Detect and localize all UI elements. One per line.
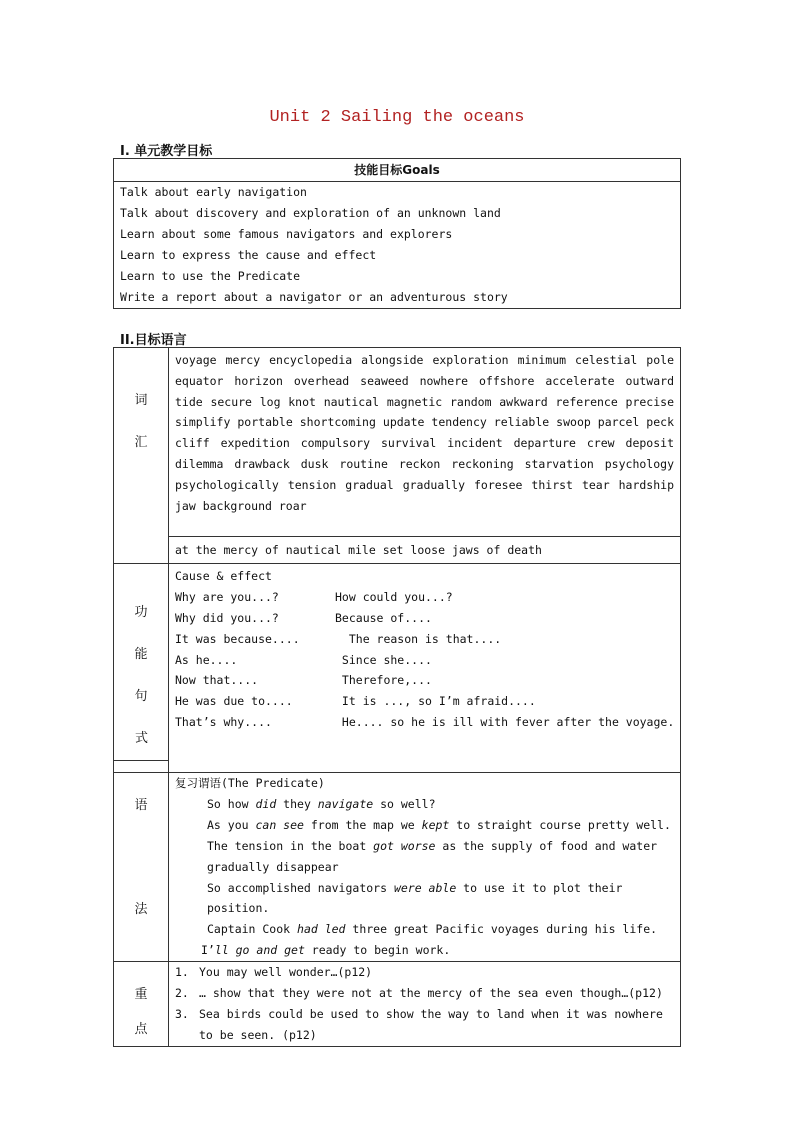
- page-title: Unit 2 Sailing the oceans: [269, 108, 525, 127]
- grammar-examples: [169, 773, 681, 962]
- goal-item: Learn to express the cause and effect: [114, 245, 681, 266]
- grammar-sentence: As you can see from the map we kept to straight course pretty well.: [207, 817, 671, 832]
- grammar-sentence: I’ll go and get ready to begin work.: [201, 943, 451, 958]
- goal-item: Talk about early navigation: [114, 182, 681, 204]
- goals-table-header: 技能目标Goals: [114, 159, 681, 182]
- target-language-table: [113, 347, 681, 1047]
- function-row: Now that.... Therefore,...: [175, 673, 432, 688]
- phrases-list: at the mercy of nautical mile set loose jaws of death: [169, 537, 681, 564]
- function-row: Why are you...? How could you...?: [175, 589, 453, 604]
- list-item: 1. You may well wonder…(p12): [175, 965, 373, 980]
- goal-item: Talk about discovery and exploration of an unknown land: [114, 203, 681, 224]
- grammar-sentence: So accomplished navigators were able to use it to plot their position.: [207, 880, 623, 916]
- function-row: He was due to.... It is ..., so I’m afraid....: [175, 694, 536, 709]
- function-sentences: [169, 564, 681, 773]
- focus-label: 重 点: [114, 962, 169, 1047]
- function-title: Cause & effect: [175, 569, 272, 583]
- vocab-label: 词 汇: [114, 348, 169, 564]
- grammar-label: 语 法: [114, 773, 169, 962]
- section-2-heading: II.目标语言: [120, 333, 187, 348]
- goal-item: Write a report about a navigator or an adventurous story: [114, 287, 681, 309]
- grammar-sentence: The tension in the boat got worse as the supply of food and water gradually disappear: [207, 838, 658, 874]
- list-item: 2. … show that they were not at the mercy of the sea even though…(p12): [175, 986, 663, 1001]
- key-points: [169, 962, 681, 1047]
- grammar-title: 复习谓语(The Predicate): [175, 776, 325, 790]
- grammar-sentence: Captain Cook had led three great Pacific voyages during his life.: [207, 922, 658, 937]
- list-item: 3. Sea birds could be used to show the way to land when it was nowhere to be seen. (p12): [175, 1006, 663, 1042]
- goal-item: Learn about some famous navigators and explorers: [114, 224, 681, 245]
- function-row: That’s why.... He.... so he is ill with fever after the voyage.: [175, 715, 675, 730]
- grammar-sentence: So how did they navigate so well?: [207, 796, 436, 811]
- goals-table: [113, 158, 681, 309]
- section-1-heading: I. 单元教学目标: [120, 144, 213, 159]
- function-row: It was because.... The reason is that....: [175, 631, 502, 646]
- goal-item: Learn to use the Predicate: [114, 266, 681, 287]
- function-row: As he.... Since she....: [175, 652, 432, 667]
- vocabulary-list: voyage mercy encyclopedia alongside exploration minimum celestial pole equator horizon overhead seaweed nowhere offshore accelerate outward tide secure log knot nautical magnetic random awkward reference precise simplify portable shortcoming update tendency reliable swoop parcel peck cliff expedition compulsory survival incident departure crew deposit dilemma drawback dusk routine reckon reckoning starvation psychology psychologically tension gradual gradually foresee thirst tear hardship jaw background roar: [169, 348, 681, 537]
- function-label: 功 能 句 式: [114, 564, 169, 773]
- function-row: Why did you...? Because of....: [175, 610, 432, 625]
